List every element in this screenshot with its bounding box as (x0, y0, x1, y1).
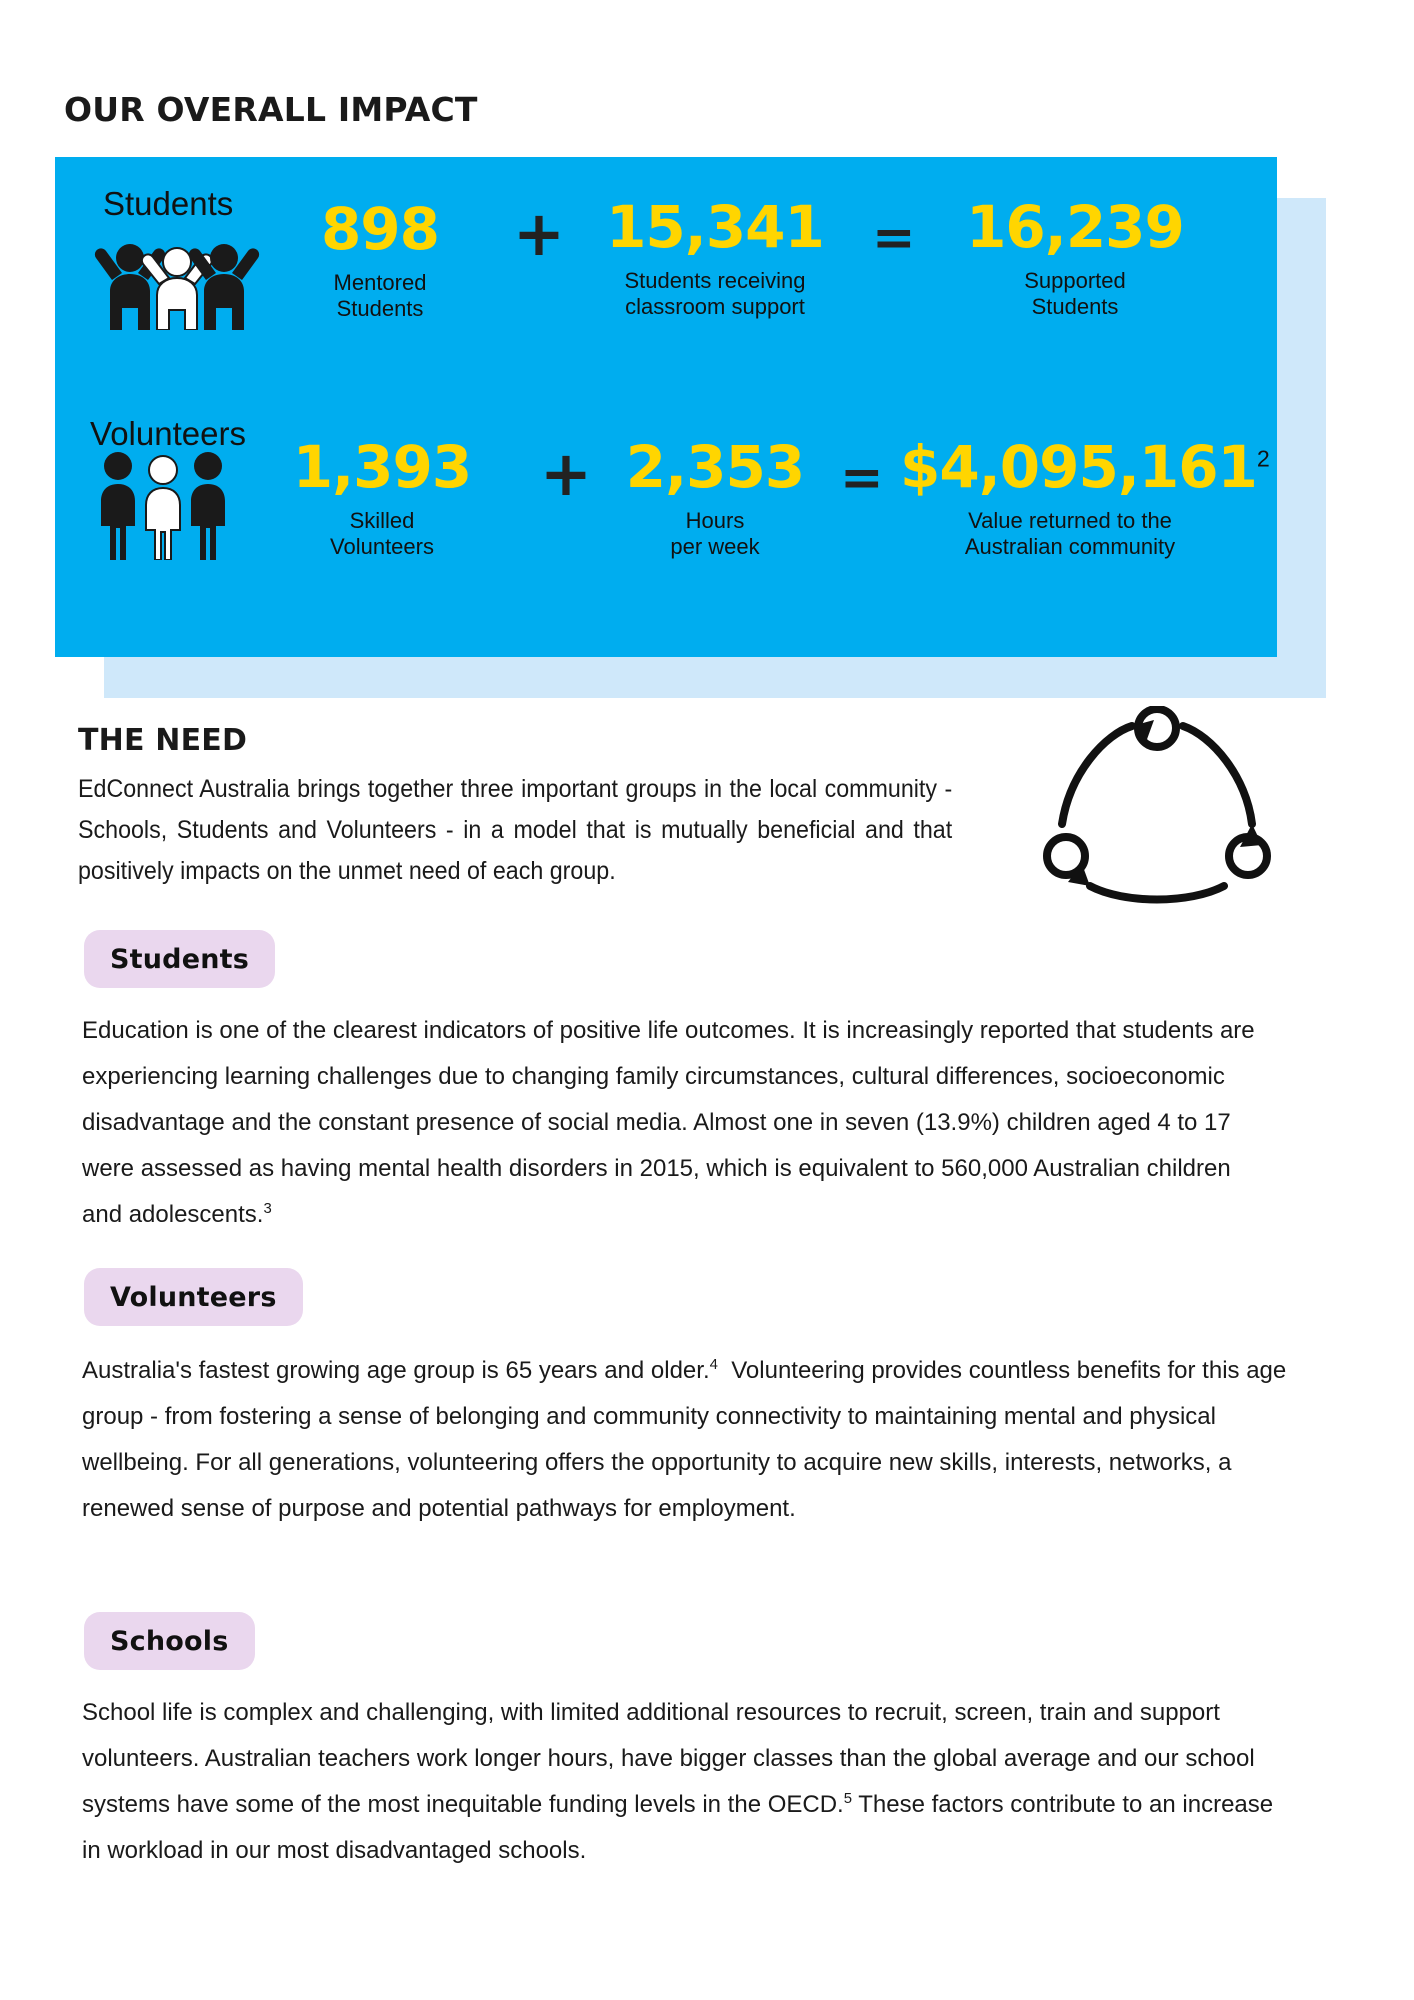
paragraph-students: Education is one of the clearest indicators of positive life outcomes. It is increasingly reported that students are experiencing learning challenges due to changing family circumstances, cultural differences, socioeconomic disadvantage and the constant presence of social media. Almost one in seven (13.9%) children aged 4 to 17 were assessed as having mental health disorders in 2015, which is equivalent to 560,000 Australian children and adolescents.$^3$ (82, 1017, 1255, 1228)
stat-classroom-support (570, 193, 860, 320)
stat-supported-students (930, 193, 1220, 320)
stat-label (600, 508, 830, 560)
need-section-title: THE NEED (78, 723, 248, 758)
pill-label: Schools (110, 1625, 229, 1657)
stat-label-line1: Hours (685, 508, 745, 533)
stat-label-line1: Mentored (333, 270, 427, 295)
need-paragraph: EdConnect Australia brings together three important groups in the local community - Schools, Students and Volunteers - in a model that is mutually beneficial and that positively impacts on the unmet need of each group. (78, 775, 953, 885)
page-title: OUR OVERALL IMPACT (64, 90, 478, 129)
stat-label-line1: Supported (1024, 268, 1126, 293)
stat-label-line2: classroom support (625, 294, 805, 319)
stat-label-line2: Volunteers (330, 534, 434, 559)
stat-label-line2: Students (1031, 294, 1119, 319)
stat-value: 1,393 (292, 433, 472, 501)
stat-skilled-volunteers (282, 433, 482, 560)
pill-schools (84, 1612, 255, 1670)
stat-label-line2: per week (670, 534, 760, 559)
stat-label-line1: Skilled (349, 508, 415, 533)
stat-label (900, 508, 1240, 560)
equals-operator-row2: = (840, 448, 884, 508)
stat-hours-per-week (600, 433, 830, 560)
stat-label (290, 270, 470, 322)
three-circle-cycle-arrows-icon (1040, 706, 1275, 906)
paragraph-volunteers: Australia's fastest growing age group is 65 years and older.$^4$ Volunteering provides countless benefits for this age group - from fostering a sense of belonging and community connectivity to maintaining mental and physical wellbeing. For all generations, volunteering offers the opportunity to acquire new skills, interests, networks, a renewed sense of purpose and potential pathways for employment. (82, 1357, 1287, 1522)
paragraph-schools: School life is complex and challenging, with limited additional resources to recruit, screen, train and support volunteers. Australian teachers work longer hours, have bigger classes than the global average and our school systems have some of the most inequitable funding levels in the OECD.$^5$ These factors contribute to an increase in workload in our most disadvantaged schools. (82, 1699, 1274, 1864)
stat-value-text: $4,095,161 (900, 433, 1257, 501)
stat-label-line2: Australian community (964, 534, 1176, 559)
stat-value: 16,239 (966, 193, 1184, 261)
pill-students (84, 930, 275, 988)
impact-category-students: Students (103, 185, 234, 222)
pill-label: Students (110, 943, 250, 975)
three-children-arms-raised-icon (92, 240, 262, 330)
stat-label-line2: Students (336, 296, 424, 321)
stat-value: 2,353 (625, 433, 805, 501)
plus-operator-row2: + (540, 437, 592, 510)
equals-operator-row1: = (872, 208, 916, 268)
stat-label-line1: Value returned to the (968, 508, 1172, 533)
stat-label (930, 268, 1220, 320)
stat-label (282, 508, 482, 560)
pill-volunteers (84, 1268, 303, 1326)
stat-label (570, 268, 860, 320)
pill-label: Volunteers (110, 1281, 277, 1313)
plus-operator-row1: + (513, 197, 565, 270)
three-adults-standing-icon (98, 450, 228, 560)
footnote-marker-2: 2 (1256, 445, 1270, 472)
stat-mentored-students (290, 195, 470, 322)
stat-value (900, 433, 1270, 501)
stat-value-returned (900, 433, 1270, 560)
impact-category-volunteers: Volunteers (90, 415, 246, 452)
stat-value: 15,341 (606, 193, 824, 261)
stat-label-line1: Students receiving (624, 268, 806, 293)
stat-value: 898 (320, 195, 440, 263)
